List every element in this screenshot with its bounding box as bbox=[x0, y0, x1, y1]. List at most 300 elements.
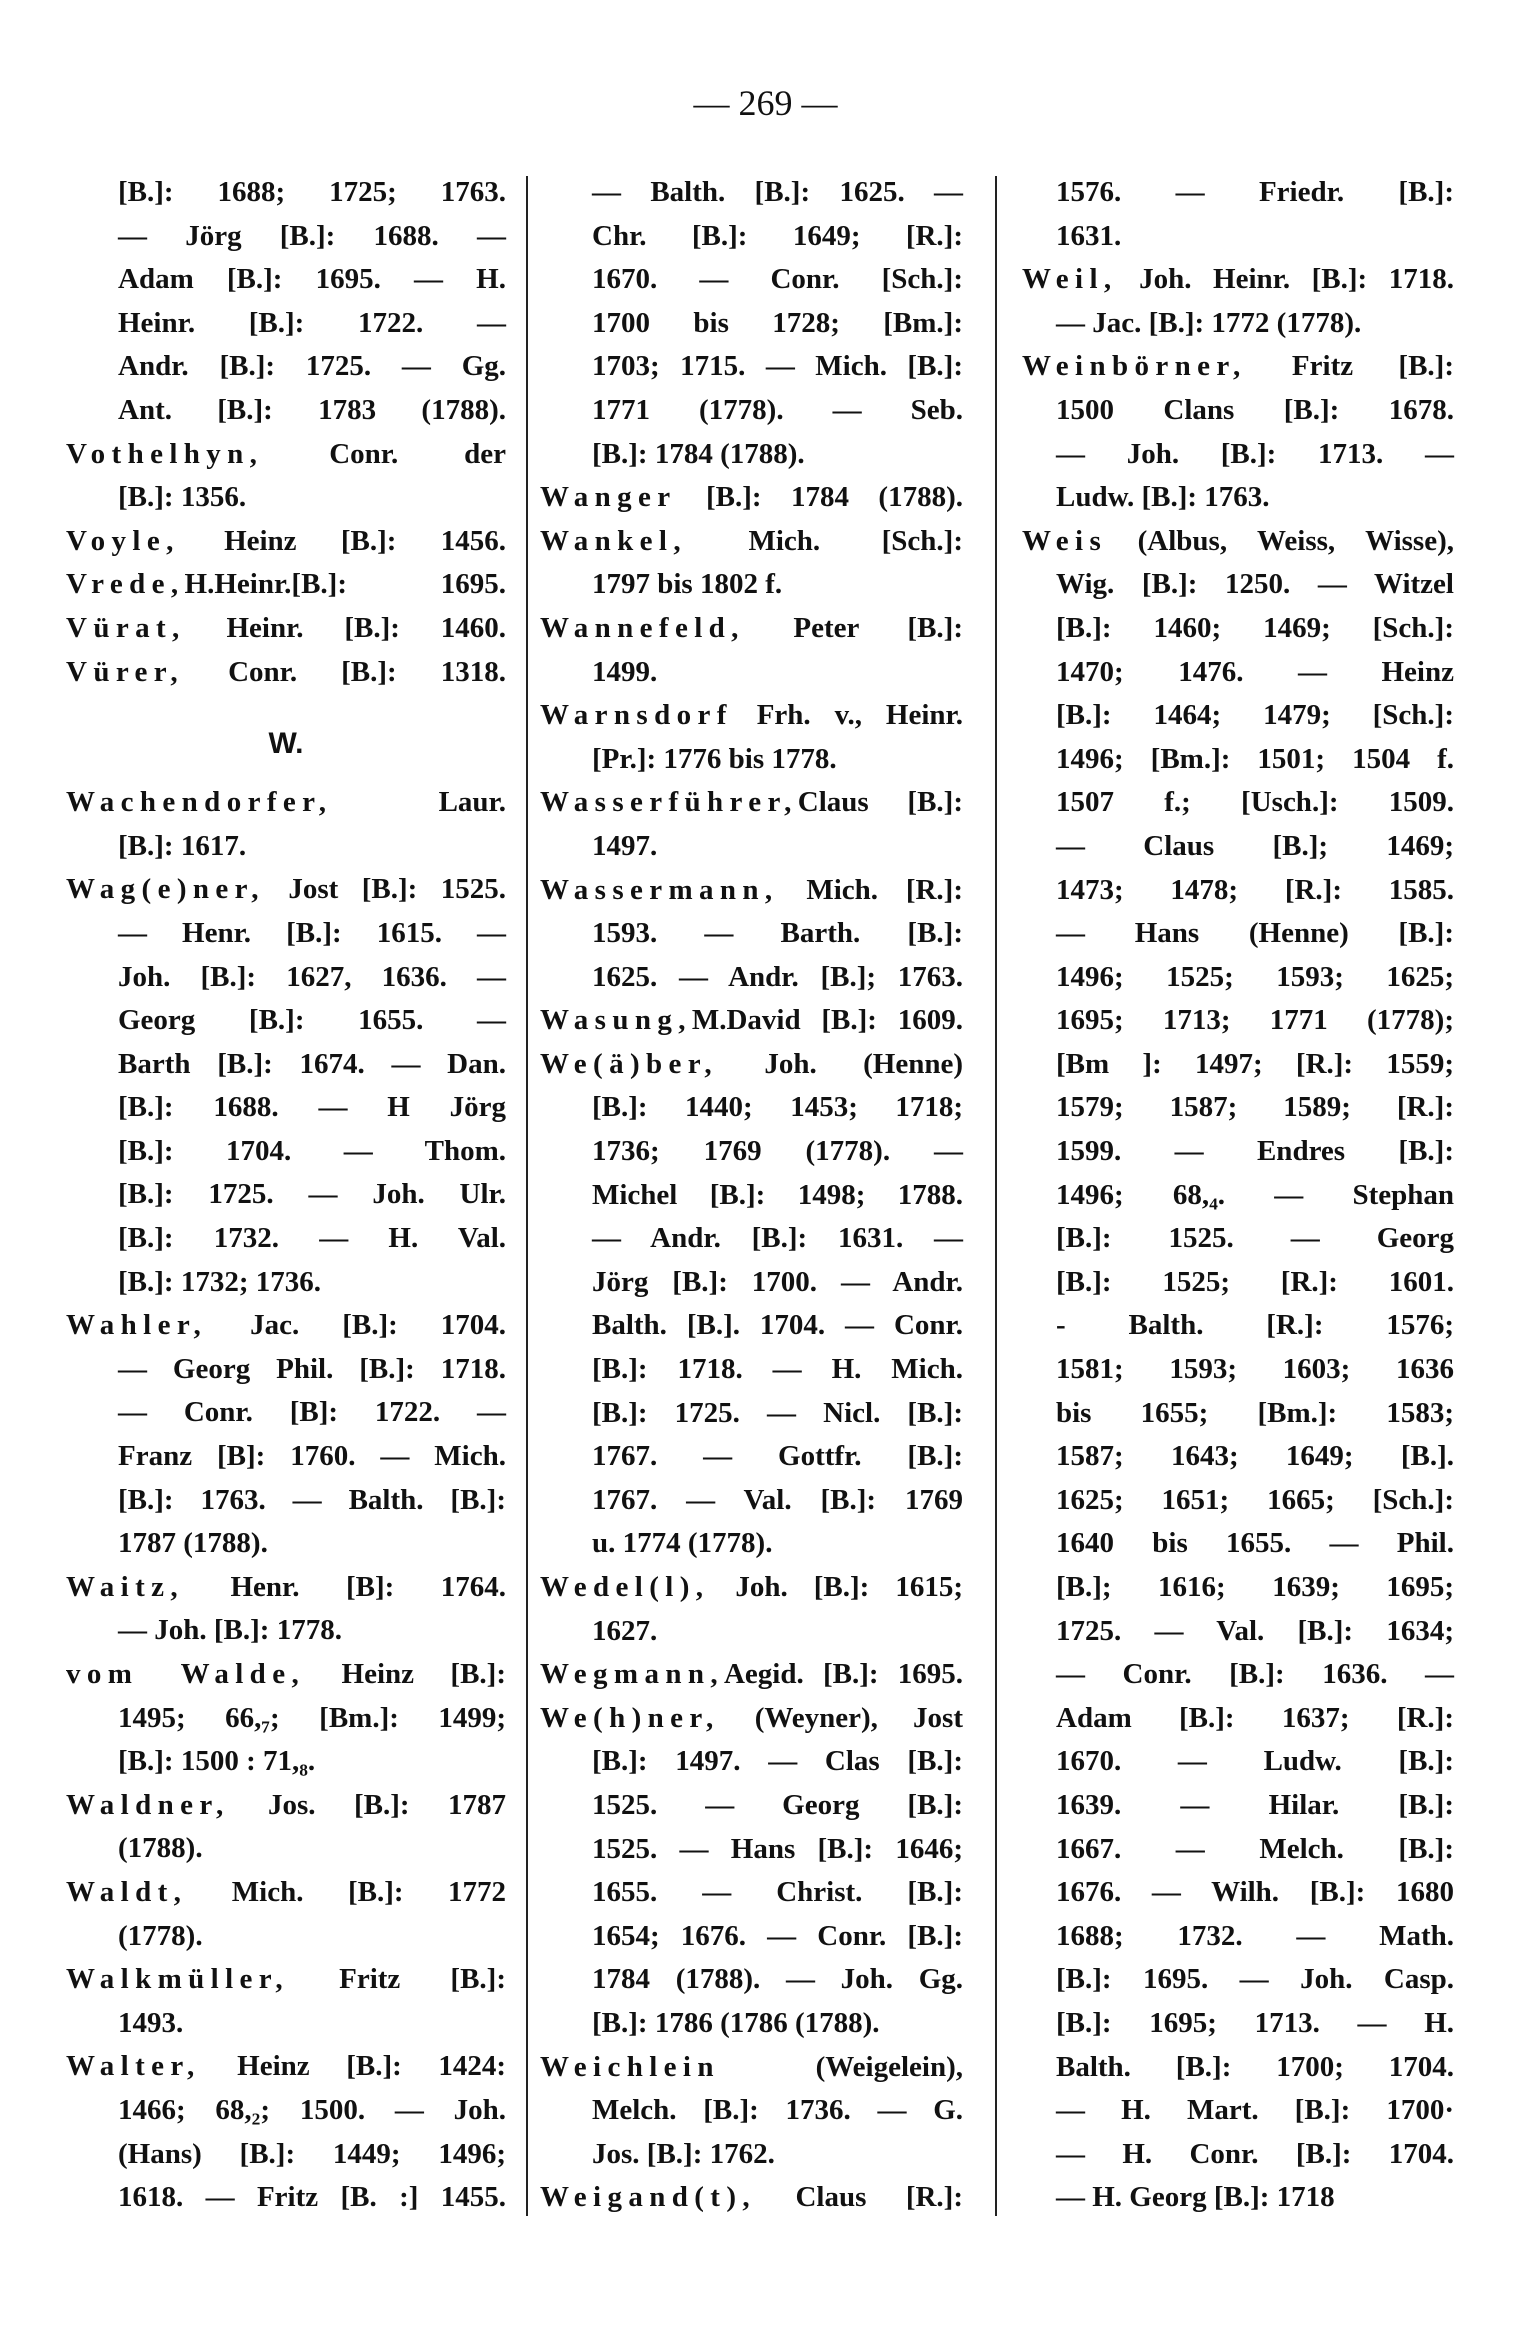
entry-text: Joh. (Henne) bbox=[717, 1047, 963, 1080]
entry-line bbox=[1022, 912, 1454, 956]
entry-text: [B.]: 1688. — H Jörg bbox=[118, 1091, 506, 1124]
entry-headline bbox=[66, 1566, 506, 1610]
entry-headline bbox=[540, 694, 963, 738]
entry-line bbox=[540, 171, 963, 215]
entry-line bbox=[1022, 1522, 1454, 1566]
entry-text: 1473; 1478; [R.]: 1585. bbox=[1056, 873, 1454, 906]
entry-text: 1667. — Melch. [B.]: bbox=[1056, 1832, 1454, 1865]
entry-line bbox=[1022, 1435, 1454, 1479]
entry-text: 1579; 1587; 1589; [R.]: bbox=[1056, 1091, 1454, 1124]
entry-headline bbox=[66, 1958, 506, 2002]
entry-text: Claus [R.]: bbox=[756, 2181, 963, 2214]
entry-headline bbox=[540, 520, 963, 564]
entry-line bbox=[540, 1479, 963, 1523]
entry-text: Fritz [B.]: bbox=[289, 1963, 506, 1996]
entry-line bbox=[1022, 171, 1454, 215]
entry-text: 1525. — Hans [B.]: 1646; bbox=[592, 1832, 963, 1865]
entry-surname: Wasung, bbox=[540, 1004, 692, 1037]
entry-text: Jos. [B.]: 1787 bbox=[229, 1788, 506, 1821]
entry-line bbox=[1022, 1740, 1454, 1784]
entry-headline bbox=[66, 2045, 506, 2089]
entry-text: Wig. [B.]: 1250. — Witzel bbox=[1056, 568, 1454, 601]
entry-text: [B.]: 1718. — H. Mich. bbox=[592, 1353, 963, 1386]
entry-text: 1767. — Gottfr. [B.]: bbox=[592, 1440, 963, 1473]
entry-text: Henr. [B]: 1764. bbox=[184, 1570, 506, 1603]
entry-headline bbox=[1022, 345, 1454, 389]
entry-text: 1676. — Wilh. [B.]: 1680 bbox=[1056, 1876, 1454, 1909]
entry-line bbox=[66, 912, 506, 956]
entry-surname: vom Walde, bbox=[66, 1658, 306, 1690]
entry-line bbox=[540, 433, 963, 477]
entry-line bbox=[540, 1871, 963, 1915]
entry-text: Fritz [B.]: bbox=[1246, 350, 1454, 383]
entry-text: [B.]: 1500 : 71,₈. bbox=[118, 1745, 316, 1778]
entry-line bbox=[66, 1479, 506, 1523]
entry-text: Mich. [B.]: 1772 bbox=[187, 1875, 506, 1908]
entry-surname: Walkmüller, bbox=[66, 1963, 289, 1996]
entry-text: (1788). bbox=[118, 1832, 203, 1865]
entry-text: 1700 bis 1728; [Bm.]: bbox=[592, 306, 963, 339]
entry-text: Balth. [B.]. 1704. — Conr. bbox=[592, 1309, 963, 1342]
entry-surname: Weinbörner, bbox=[1022, 350, 1247, 383]
entry-text: Mich. [Sch.]: bbox=[687, 524, 963, 557]
entry-line bbox=[540, 1958, 963, 2002]
entry-text: - Balth. [R.]: 1576; bbox=[1056, 1309, 1454, 1342]
entry-text: 1625; 1651; 1665; [Sch.]: bbox=[1056, 1483, 1454, 1516]
entry-text: Chr. [B.]: 1649; [R.]: bbox=[592, 219, 963, 252]
entry-text: 1703; 1715. — Mich. [B.]: bbox=[592, 350, 963, 383]
entry-surname: Warnsdorf bbox=[540, 699, 733, 732]
entry-line bbox=[1022, 1958, 1454, 2002]
entry-line bbox=[540, 1610, 963, 1654]
entry-text: 1640 bis 1655. — Phil. bbox=[1056, 1527, 1454, 1560]
entry-line bbox=[1022, 1217, 1454, 1261]
entry-text: 1496; 68,₄. — Stephan bbox=[1056, 1178, 1454, 1211]
entry-text: (Hans) [B.]: 1449; 1496; bbox=[118, 2137, 506, 2170]
entry-line bbox=[1022, 1392, 1454, 1436]
entry-line bbox=[540, 651, 963, 695]
entry-text: 1496; 1525; 1593; 1625; bbox=[1056, 960, 1454, 993]
entry-text: [B.]: 1688; 1725; 1763. bbox=[118, 176, 506, 208]
entry-text: 1470; 1476. — Heinz bbox=[1056, 655, 1454, 688]
entry-line bbox=[1022, 825, 1454, 869]
entry-text: 1631. bbox=[1056, 219, 1122, 252]
entry-line bbox=[66, 956, 506, 1000]
entry-line bbox=[540, 825, 963, 869]
entry-line bbox=[66, 1348, 506, 1392]
entry-text: 1525. — Georg [B.]: bbox=[592, 1788, 963, 1821]
entry-surname: Vothelhyn, bbox=[66, 437, 264, 470]
entry-line bbox=[66, 999, 506, 1043]
entry-line bbox=[540, 215, 963, 259]
entry-line bbox=[1022, 1086, 1454, 1130]
column-divider bbox=[526, 176, 528, 2216]
entry-text: (1778). bbox=[118, 1919, 203, 1952]
entry-text: Adam [B.]: 1695. — H. bbox=[118, 263, 506, 296]
entry-text: Mich. [R.]: bbox=[778, 873, 963, 906]
entry-line bbox=[66, 1217, 506, 1261]
entry-text: 1493. bbox=[118, 2006, 184, 2039]
entry-text: (Albus, Weiss, Wisse), bbox=[1107, 524, 1454, 557]
entry-text: M.David [B.]: 1609. bbox=[691, 1004, 963, 1037]
entry-line bbox=[66, 2002, 506, 2046]
entry-surname: Wannefeld, bbox=[540, 611, 745, 644]
entry-line bbox=[66, 1522, 506, 1566]
entry-text: Balth. [B.]: 1700; 1704. bbox=[1056, 2050, 1454, 2083]
entry-line bbox=[1022, 433, 1454, 477]
entry-text: H.Heinr.[B.]: 1695. bbox=[184, 568, 506, 601]
entry-line bbox=[540, 1784, 963, 1828]
entry-line bbox=[1022, 302, 1454, 346]
entry-text: [Pr.]: 1776 bis 1778. bbox=[592, 742, 837, 775]
entry-text: 1670. — Conr. [Sch.]: bbox=[592, 263, 963, 296]
entry-line bbox=[540, 912, 963, 956]
entry-headline bbox=[540, 781, 963, 825]
entry-line bbox=[540, 1348, 963, 1392]
entry-surname: Wedel(l), bbox=[540, 1571, 710, 1603]
entry-text: Jac. [B.]: 1704. bbox=[207, 1309, 506, 1342]
entry-line bbox=[1022, 1915, 1454, 1959]
entry-text: [B.]: 1732. — H. Val. bbox=[118, 1222, 506, 1255]
entry-line bbox=[1022, 2133, 1454, 2177]
entry-line bbox=[66, 2133, 506, 2177]
entry-line bbox=[1022, 1871, 1454, 1915]
entry-line bbox=[1022, 1174, 1454, 1218]
entry-line bbox=[66, 1391, 506, 1435]
entry-line bbox=[1022, 1479, 1454, 1523]
entry-text: — Jac. [B.]: 1772 (1778). bbox=[1056, 306, 1362, 339]
entry-surname: Waitz, bbox=[66, 1570, 185, 1603]
entry-text: Barth [B.]: 1674. — Dan. bbox=[118, 1047, 506, 1080]
entry-text: — Andr. [B.]: 1631. — bbox=[592, 1222, 963, 1255]
entry-text: Joh. [B.]: 1627, 1636. — bbox=[118, 960, 506, 993]
entry-text: [B.]; 1616; 1639; 1695; bbox=[1056, 1571, 1454, 1603]
entry-surname: We(ä)ber, bbox=[540, 1047, 718, 1080]
entry-line bbox=[1022, 1784, 1454, 1828]
entry-line bbox=[540, 956, 963, 1000]
entry-text: 1581; 1593; 1603; 1636 bbox=[1056, 1353, 1454, 1386]
entry-line bbox=[66, 1173, 506, 1217]
entry-text: (Weyner), Jost bbox=[719, 1701, 963, 1734]
entry-text: Adam [B.]: 1637; [R.]: bbox=[1056, 1701, 1454, 1734]
entry-headline bbox=[1022, 520, 1454, 564]
entry-text: Jörg [B.]: 1700. — Andr. bbox=[592, 1265, 963, 1298]
entry-text: — Conr. [B]: 1722. — bbox=[118, 1396, 506, 1429]
entry-surname: Vrede, bbox=[66, 568, 185, 601]
entry-line bbox=[540, 1130, 963, 1174]
entry-headline bbox=[1022, 258, 1454, 302]
entry-headline bbox=[540, 607, 963, 651]
entry-line bbox=[1022, 1828, 1454, 1872]
entry-text: Andr. [B.]: 1725. — Gg. bbox=[118, 350, 506, 383]
entry-text: (Weigelein), bbox=[719, 2050, 963, 2083]
entry-text: 1797 bis 1802 f. bbox=[592, 568, 783, 601]
entry-line bbox=[540, 1174, 963, 1218]
entry-line bbox=[540, 1304, 963, 1348]
entry-text: u. 1774 (1778). bbox=[592, 1527, 773, 1560]
entry-headline bbox=[540, 476, 963, 520]
entry-text: — Claus [B.]; 1469; bbox=[1056, 829, 1454, 862]
entry-text: — Hans (Henne) [B.]: bbox=[1056, 917, 1454, 950]
entry-text: Heinr. [B.]: 1460. bbox=[185, 611, 506, 644]
entry-line bbox=[66, 825, 506, 869]
page-number: — 269 — bbox=[693, 83, 838, 123]
entry-headline bbox=[66, 651, 506, 695]
entry-line bbox=[540, 258, 963, 302]
entry-surname: Weis bbox=[1022, 524, 1108, 557]
entry-text: [B.]: 1525; [R.]: 1601. bbox=[1056, 1265, 1454, 1298]
entry-text: [B.]: 1440; 1453; 1718; bbox=[592, 1091, 963, 1124]
entry-headline bbox=[66, 520, 506, 564]
entry-text: 1593. — Barth. [B.]: bbox=[592, 917, 963, 950]
entry-text: [B.]: 1497. — Clas [B.]: bbox=[592, 1745, 963, 1778]
entry-line bbox=[1022, 1304, 1454, 1348]
entry-line bbox=[66, 2176, 506, 2220]
entry-text: [B.]: 1725. — Joh. Ulr. bbox=[118, 1178, 506, 1211]
entry-headline bbox=[66, 1871, 506, 1915]
entry-text: [Bm ]: 1497; [R.]: 1559; bbox=[1056, 1047, 1454, 1080]
entry-text: [B.]: 1695. — Joh. Casp. bbox=[1056, 1963, 1454, 1996]
entry-text: — Joh. [B.]: 1778. bbox=[118, 1614, 342, 1647]
entry-line bbox=[1022, 2046, 1454, 2090]
entry-line bbox=[66, 171, 506, 215]
entry-line bbox=[66, 1435, 506, 1479]
entry-text: [B.]: 1695; 1713. — H. bbox=[1056, 2006, 1454, 2039]
entry-text: Heinr. [B.]: 1722. — bbox=[118, 306, 506, 339]
entry-text: [B.]: 1525. — Georg bbox=[1056, 1222, 1454, 1255]
entry-surname: Weigand(t), bbox=[540, 2181, 756, 2214]
entry-surname: Wanger bbox=[540, 481, 677, 514]
entry-text: [B.]: 1763. — Balth. [B.]: bbox=[118, 1483, 506, 1516]
entry-text: Jos. [B.]: 1762. bbox=[592, 2137, 775, 2170]
entry-headline bbox=[540, 2176, 963, 2220]
entry-line bbox=[66, 215, 506, 259]
entry-line bbox=[66, 258, 506, 302]
entry-headline bbox=[540, 999, 963, 1043]
entry-text: 1496; [Bm.]: 1501; 1504 f. bbox=[1056, 742, 1454, 775]
entry-headline bbox=[66, 1784, 506, 1828]
entry-line bbox=[1022, 389, 1454, 433]
entry-text: — H. Mart. [B.]: 1700· bbox=[1056, 2094, 1454, 2127]
entry-line bbox=[540, 2002, 963, 2046]
entry-line bbox=[1022, 956, 1454, 1000]
entry-headline bbox=[66, 433, 506, 477]
entry-line bbox=[540, 2133, 963, 2177]
entry-surname: Vürer, bbox=[66, 655, 185, 688]
entry-text: 1587; 1643; 1649; [B.]. bbox=[1056, 1440, 1454, 1473]
entry-text: Claus [B.]: bbox=[797, 786, 963, 819]
entry-line bbox=[1022, 999, 1454, 1043]
entry-text: [B.]: 1732; 1736. bbox=[118, 1265, 321, 1298]
entry-text: [B.]: 1460; 1469; [Sch.]: bbox=[1056, 611, 1454, 644]
column-middle bbox=[540, 171, 963, 2220]
entry-text: Ludw. [B.]: 1763. bbox=[1056, 481, 1270, 514]
entry-line bbox=[540, 1435, 963, 1479]
entry-surname: Wahler, bbox=[66, 1309, 208, 1342]
entry-text: 1618. — Fritz [B. :] 1455. bbox=[118, 2181, 506, 2214]
entry-text: Ant. [B.]: 1783 (1788). bbox=[118, 393, 506, 426]
entry-line bbox=[66, 476, 506, 520]
entry-line bbox=[1022, 869, 1454, 913]
entry-text: — Conr. [B.]: 1636. — bbox=[1056, 1658, 1454, 1691]
entry-line bbox=[1022, 1697, 1454, 1741]
entry-line bbox=[66, 1130, 506, 1174]
entry-line bbox=[1022, 2002, 1454, 2046]
entry-line bbox=[66, 2089, 506, 2133]
entry-text: Joh. [B.]: 1615; bbox=[709, 1571, 963, 1603]
entry-headline bbox=[66, 1304, 506, 1348]
entry-line bbox=[540, 345, 963, 389]
entry-text: Laur. bbox=[332, 786, 506, 819]
entry-text: Michel [B.]: 1498; 1788. bbox=[592, 1178, 963, 1211]
entry-line bbox=[1022, 1610, 1454, 1654]
entry-text: 1627. bbox=[592, 1614, 658, 1647]
entry-headline bbox=[66, 1653, 506, 1697]
entry-text: 1599. — Endres [B.]: bbox=[1056, 1135, 1454, 1168]
entry-text: Heinz [B.]: bbox=[305, 1658, 506, 1690]
column-divider bbox=[995, 176, 997, 2216]
entry-surname: Waldt, bbox=[66, 1875, 188, 1908]
entry-text: 1725. — Val. [B.]: 1634; bbox=[1056, 1614, 1454, 1647]
entry-text: [B.]: 1784 (1788). bbox=[592, 437, 805, 470]
entry-line bbox=[1022, 738, 1454, 782]
entry-line bbox=[66, 1086, 506, 1130]
entry-text: 1497. bbox=[592, 829, 658, 862]
entry-line bbox=[540, 1915, 963, 1959]
entry-headline bbox=[540, 1043, 963, 1087]
entry-text: 1771 (1778). — Seb. bbox=[592, 393, 963, 426]
entry-line bbox=[540, 1828, 963, 1872]
entry-text: 1695; 1713; 1771 (1778); bbox=[1056, 1004, 1454, 1037]
entry-headline bbox=[540, 2046, 963, 2090]
entry-text: 1736; 1769 (1778). — bbox=[592, 1135, 963, 1168]
entry-text: Franz [B]: 1760. — Mich. bbox=[118, 1440, 506, 1473]
entry-text: — H. Georg [B.]: 1718 bbox=[1056, 2181, 1335, 2214]
entry-line bbox=[1022, 694, 1454, 738]
entry-text: 1688; 1732. — Math. bbox=[1056, 1919, 1454, 1952]
entry-text: 1495; 66,₇; [Bm.]: 1499; bbox=[118, 1701, 506, 1734]
entry-text: — Balth. [B.]: 1625. — bbox=[592, 176, 963, 208]
entry-text: 1787 (1788). bbox=[118, 1527, 268, 1560]
entry-text: 1466; 68,₂; 1500. — Joh. bbox=[118, 2093, 506, 2126]
entry-headline bbox=[540, 1566, 963, 1610]
entry-text: [B.]: 1784 (1788). bbox=[676, 481, 963, 514]
entry-text: 1784 (1788). — Joh. Gg. bbox=[592, 1963, 963, 1996]
entry-headline bbox=[66, 781, 506, 825]
entry-line bbox=[1022, 476, 1454, 520]
entry-line bbox=[1022, 563, 1454, 607]
entry-text: — Jörg [B.]: 1688. — bbox=[118, 219, 506, 252]
entry-line bbox=[540, 2089, 963, 2133]
entry-line bbox=[1022, 607, 1454, 651]
entry-text: Aegid. [B.]: 1695. bbox=[723, 1658, 963, 1691]
entry-headline bbox=[540, 1653, 963, 1697]
entry-text: Melch. [B.]: 1736. — G. bbox=[592, 2094, 963, 2127]
entry-text: 1639. — Hilar. [B.]: bbox=[1056, 1788, 1454, 1821]
entry-text: 1767. — Val. [B.]: 1769 bbox=[592, 1483, 963, 1516]
entry-text: 1654; 1676. — Conr. [B.]: bbox=[592, 1919, 963, 1952]
entry-line bbox=[66, 302, 506, 346]
entry-text: — Joh. [B.]: 1713. — bbox=[1056, 437, 1454, 470]
entry-line bbox=[540, 738, 963, 782]
entry-surname: Wachendorfer, bbox=[66, 786, 333, 819]
entry-surname: Vürat, bbox=[66, 611, 186, 644]
entry-line bbox=[540, 1740, 963, 1784]
entry-text: [B.]: 1617. bbox=[118, 829, 247, 862]
entry-line bbox=[66, 1740, 506, 1784]
entry-line bbox=[1022, 651, 1454, 695]
entry-headline bbox=[66, 607, 506, 651]
entry-line bbox=[1022, 1261, 1454, 1305]
entry-line bbox=[1022, 2089, 1454, 2133]
column-right bbox=[1022, 171, 1454, 2220]
entry-surname: Wankel, bbox=[540, 524, 687, 557]
entry-headline bbox=[540, 1697, 963, 1741]
entry-headline bbox=[66, 868, 506, 912]
entry-line bbox=[66, 1609, 506, 1653]
entry-text: 1655. — Christ. [B.]: bbox=[592, 1876, 963, 1909]
entry-text: [B.]: 1464; 1479; [Sch.]: bbox=[1056, 699, 1454, 732]
entry-surname: Voyle, bbox=[66, 524, 180, 557]
entry-line bbox=[66, 1697, 506, 1741]
entry-surname: Weichlein bbox=[540, 2050, 720, 2083]
entry-line bbox=[66, 1915, 506, 1959]
entry-headline bbox=[540, 869, 963, 913]
entry-line bbox=[540, 563, 963, 607]
entry-surname: Wassermann, bbox=[540, 873, 779, 906]
entry-text: Georg [B.]: 1655. — bbox=[118, 1004, 506, 1037]
entry-line bbox=[540, 1261, 963, 1305]
entry-text: — H. Conr. [B.]: 1704. bbox=[1056, 2137, 1454, 2170]
entry-text: 1500 Clans [B.]: 1678. bbox=[1056, 393, 1454, 426]
entry-text: 1507 f.; [Usch.]: 1509. bbox=[1056, 786, 1454, 819]
entry-line bbox=[66, 389, 506, 433]
entry-line bbox=[66, 1043, 506, 1087]
column-left bbox=[66, 171, 506, 2220]
entry-line bbox=[1022, 1566, 1454, 1610]
entry-line bbox=[1022, 215, 1454, 259]
entry-line bbox=[1022, 1348, 1454, 1392]
entry-line bbox=[540, 1392, 963, 1436]
entry-surname: Wasserführer, bbox=[540, 786, 798, 819]
entry-text: 1670. — Ludw. [B.]: bbox=[1056, 1745, 1454, 1778]
entry-text: 1499. bbox=[592, 655, 658, 688]
entry-line bbox=[1022, 1653, 1454, 1697]
entry-line bbox=[1022, 781, 1454, 825]
entry-line bbox=[540, 1086, 963, 1130]
entry-surname: Walter, bbox=[66, 2050, 201, 2083]
entry-line bbox=[66, 1261, 506, 1305]
entry-line bbox=[540, 1522, 963, 1566]
entry-text: Conr. [B.]: 1318. bbox=[184, 655, 506, 688]
entry-text: 1625. — Andr. [B.]; 1763. bbox=[592, 960, 963, 993]
entry-text: [B.]: 1786 (1786 (1788). bbox=[592, 2006, 880, 2039]
entry-surname: Waldner, bbox=[66, 1788, 230, 1821]
entry-line bbox=[66, 1827, 506, 1871]
entry-headline bbox=[66, 563, 506, 607]
entry-text: Joh. Heinr. [B.]: 1718. bbox=[1117, 263, 1454, 296]
entry-line bbox=[66, 345, 506, 389]
entry-text: Heinz [B.]: 1456. bbox=[179, 524, 506, 557]
entry-surname: Wegmann, bbox=[540, 1658, 724, 1691]
entry-text: — Henr. [B.]: 1615. — bbox=[118, 916, 506, 949]
entry-line bbox=[540, 302, 963, 346]
entry-line bbox=[1022, 1130, 1454, 1174]
entry-text: Frh. v., Heinr. bbox=[732, 699, 963, 732]
entry-text: Conr. der bbox=[263, 437, 506, 470]
entry-text: [B.]: 1356. bbox=[118, 481, 247, 514]
entry-line bbox=[1022, 1043, 1454, 1087]
